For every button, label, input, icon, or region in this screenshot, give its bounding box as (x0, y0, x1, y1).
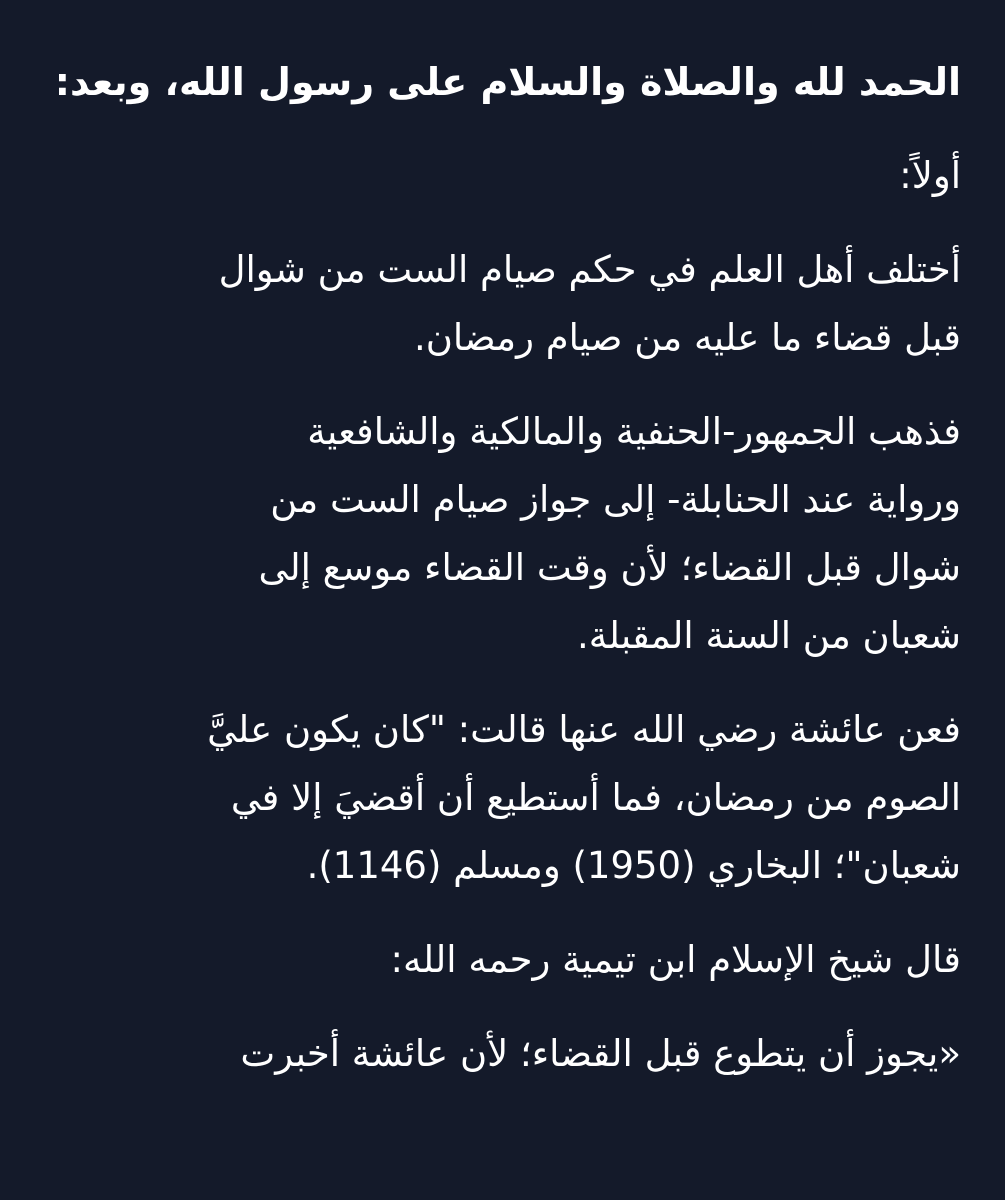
paragraph-line: فذهب الجمهور-الحنفية والمالكية والشافعية (307, 410, 961, 453)
paragraph-majority-view (40, 398, 961, 670)
paragraph-line: الصوم من رمضان، فما أستطيع أن أقضيَ إلا في (230, 776, 961, 819)
article-heading: الحمد لله والصلاة والسلام على رسول الله، وبعد: (54, 60, 961, 104)
paragraph-line: قبل قضاء ما عليه من صيام رمضان. (413, 316, 961, 359)
article-body (40, 48, 961, 1114)
paragraph-line: شعبان"؛ البخاري (1950) ومسلم (1146). (306, 844, 961, 887)
paragraph-ibn-taymiyyah (40, 926, 961, 994)
paragraph-quote (40, 1020, 961, 1088)
paragraph-line: ورواية عند الحنابلة- إلى جواز صيام الست من (270, 478, 961, 521)
paragraph-line: شوال قبل القضاء؛ لأن وقت القضاء موسع إلى (258, 546, 961, 589)
paragraph-line: أولاً: (899, 154, 961, 197)
paragraph-line: فعن عائشة رضي الله عنها قالت: "كان يكون عليَّ (207, 708, 961, 751)
paragraph-awwalan (40, 142, 961, 210)
paragraph-line: قال شيخ الإسلام ابن تيمية رحمه الله: (390, 938, 961, 981)
paragraph-scholars-differ (40, 236, 961, 372)
paragraph-line: «يجوز أن يتطوع قبل القضاء؛ لأن عائشة أخبرت (240, 1032, 961, 1075)
paragraph-line: أختلف أهل العلم في حكم صيام الست من شوال (218, 248, 961, 291)
paragraph-line: شعبان من السنة المقبلة. (577, 614, 961, 657)
paragraph-aisha-hadith (40, 696, 961, 900)
